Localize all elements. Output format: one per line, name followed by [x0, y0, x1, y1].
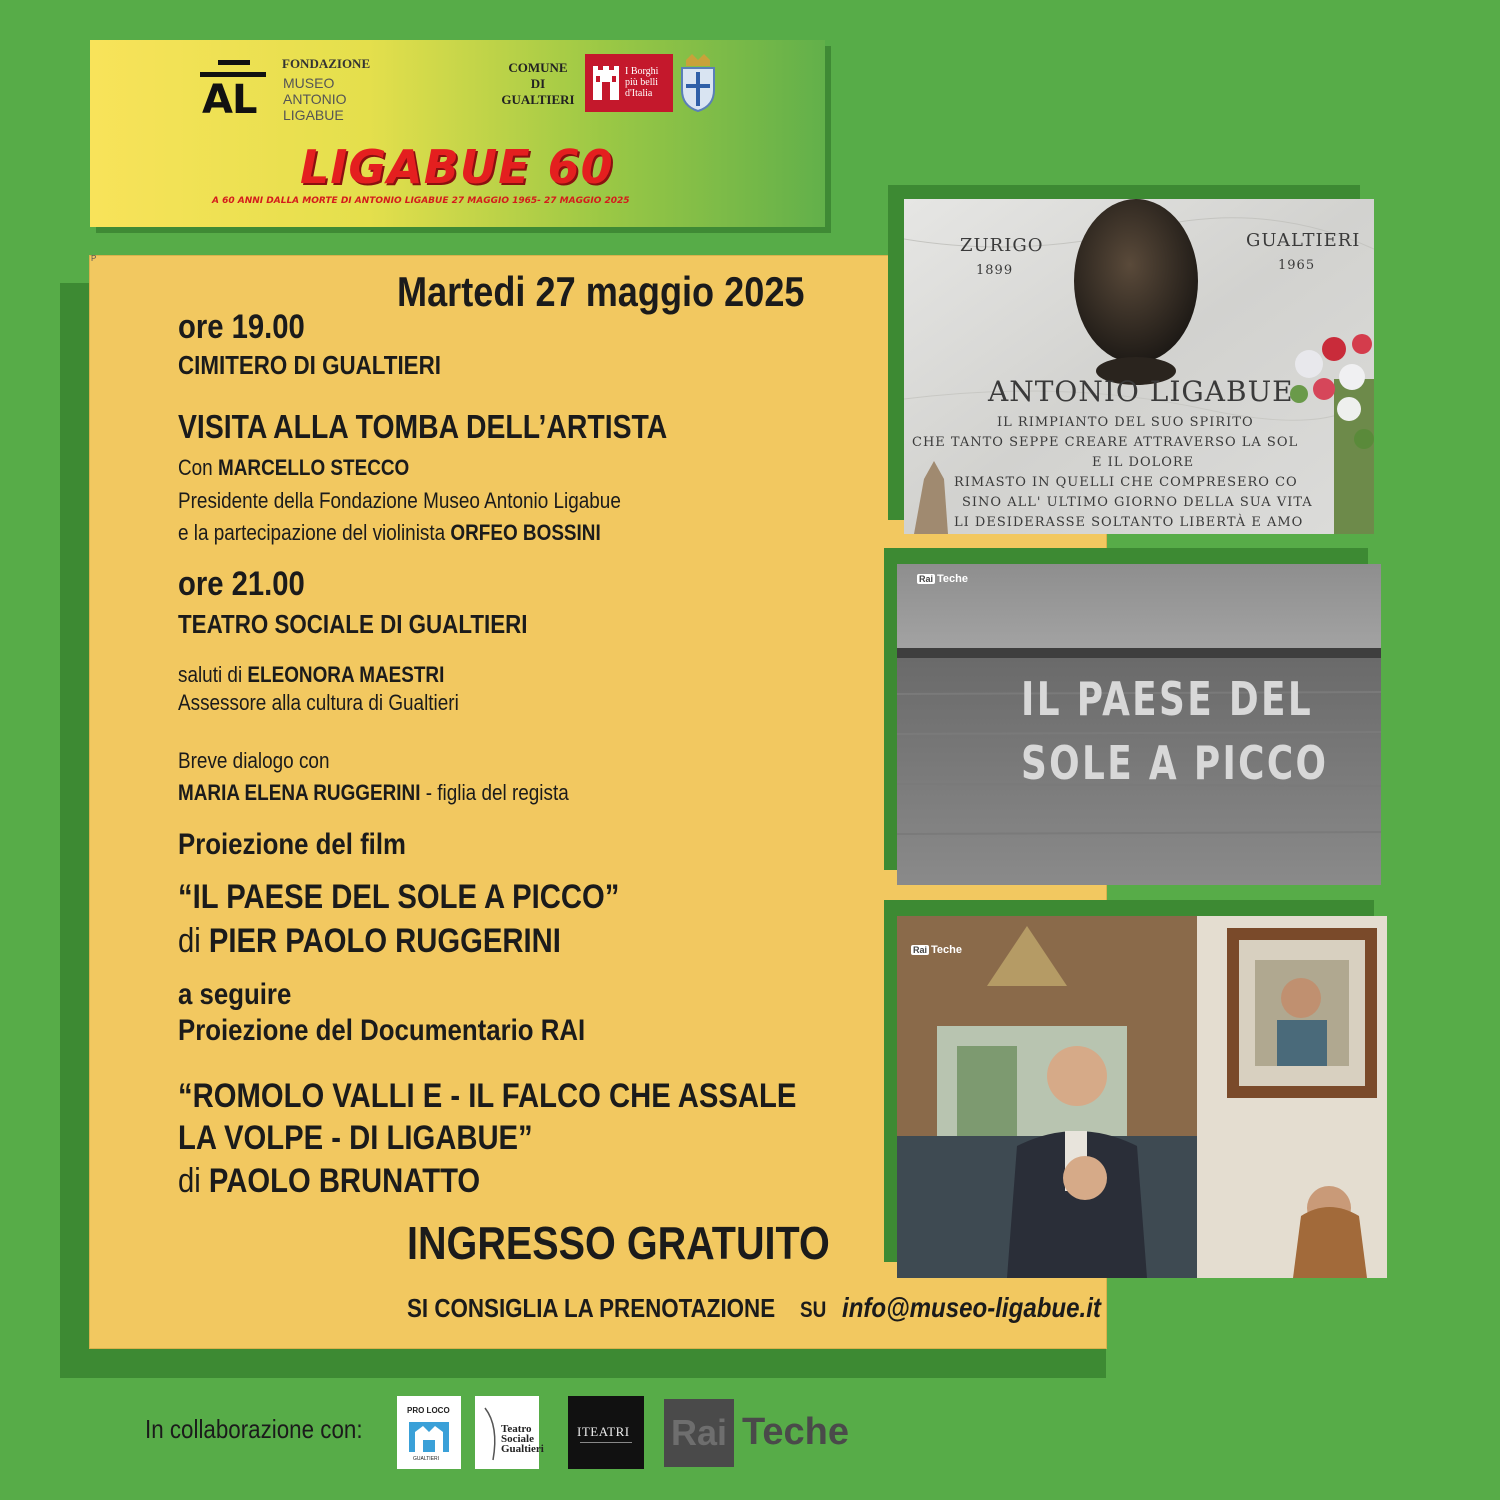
tomb-plaque-photo	[904, 199, 1374, 534]
borghi-logo	[585, 54, 673, 112]
documentary-title-line	[178, 1119, 590, 1158]
borghi-line: d'Italia	[625, 88, 653, 99]
event-subtitle: A 60 ANNI DALLA MORTE DI ANTONIO LIGABUE 27 MAGGIO 1965- 27 MAGGIO 2025	[212, 196, 630, 206]
violinist-line	[178, 520, 670, 546]
documentary-title-text: “ROMOLO VALLI E - IL FALCO CHE ASSALE	[178, 1077, 797, 1115]
foundation-name-line: LIGABUE	[283, 107, 344, 123]
documentary-frame	[897, 916, 1387, 1278]
panel-corner-mark: P	[91, 254, 97, 263]
event-date-text: Martedi 27 maggio 2025	[397, 268, 805, 315]
plaque-name: ANTONIO LIGABUE	[988, 375, 1294, 408]
plaque-year: 1965	[1278, 258, 1316, 273]
greetings-role-text: Assessore alla cultura di Gualtieri	[178, 690, 459, 715]
projection-label	[178, 828, 443, 862]
film-frame-title-line: SOLE A PICCO	[1021, 736, 1329, 790]
documentary-director-prefix: di	[178, 1162, 209, 1200]
foundation-logo	[200, 58, 266, 122]
foundation-name-line: MUSEO	[283, 75, 335, 91]
documentary-label	[178, 1014, 651, 1048]
teatro-text	[501, 1424, 544, 1454]
borghi-line: I Borghi	[625, 66, 659, 77]
plaque-city: ZURIGO	[960, 235, 1044, 256]
film-frame-title-line: IL PAESE DEL	[1021, 672, 1314, 726]
documentary-director	[178, 1162, 529, 1201]
documentary-image	[897, 916, 1387, 1278]
iteatri-divider	[580, 1442, 632, 1443]
booking-text: SI CONSIGLIA LA PRENOTAZIONE	[407, 1293, 776, 1323]
film-title	[178, 878, 691, 917]
teche-text: Teche	[937, 573, 968, 585]
plaque-epitaph-line: RIMASTO IN QUELLI CHE COMPRESERO CO	[954, 475, 1298, 490]
greetings-name: ELEONORA MAESTRI	[247, 662, 445, 687]
follow-label	[178, 978, 310, 1012]
host-line	[178, 455, 447, 481]
logo-bar	[218, 60, 250, 65]
iteatri-text: ITEATRI	[577, 1424, 630, 1439]
first-time	[178, 308, 325, 347]
event-title: LIGABUE 60	[300, 140, 614, 194]
booking-su-text: SU	[800, 1297, 827, 1322]
greetings-role	[178, 690, 504, 716]
comune-line: GUALTIERI	[501, 92, 575, 107]
booking-email-link[interactable]	[842, 1292, 1143, 1324]
host-prefix: Con	[178, 455, 218, 480]
iteatri-logo	[568, 1396, 644, 1469]
host-role	[178, 488, 693, 514]
visit-title	[178, 408, 747, 446]
logo-text: AL	[202, 77, 257, 123]
teche-text: Teche	[742, 1411, 850, 1453]
proloco-logo	[397, 1396, 461, 1469]
plaque-epitaph-line: SINO ALL' ULTIMO GIORNO DELLA SUA VITA	[962, 495, 1313, 510]
visit-title-text: VISITA ALLA TOMBA DELL’ARTISTA	[178, 408, 668, 445]
teatro-line: Gualtieri	[501, 1443, 544, 1455]
collaboration-text: In collaborazione con:	[145, 1414, 363, 1444]
comune-line: COMUNE	[508, 60, 568, 75]
first-time-text: ore 19.00	[178, 308, 305, 346]
second-time-text: ore 21.00	[178, 565, 305, 603]
teatro-sociale-logo	[475, 1396, 544, 1469]
first-place	[178, 350, 484, 381]
foundation-name-line: ANTONIO	[283, 91, 347, 107]
film-director-prefix: di	[178, 922, 209, 960]
documentary-title-line	[178, 1077, 897, 1116]
rai-box: Rai	[913, 945, 928, 955]
comune-line: DI	[530, 76, 546, 91]
greetings-prefix: saluti di	[178, 662, 248, 687]
film-title-text: “IL PAESE DEL SOLE A PICCO”	[178, 878, 620, 916]
rai-box: Rai	[919, 574, 934, 584]
dialogue-line	[178, 748, 354, 774]
first-place-text: CIMITERO DI GUALTIERI	[178, 350, 441, 380]
violinist-prefix: e la partecipazione del violinista	[178, 520, 451, 545]
teche-text: Teche	[931, 944, 962, 956]
borghi-text	[625, 66, 671, 99]
documentary-director-name: PAOLO BRUNATTO	[208, 1162, 481, 1200]
borghi-line: più belli	[625, 77, 659, 88]
collaboration-label	[145, 1414, 398, 1445]
projection-text: Proiezione del film	[178, 828, 406, 861]
host-name: MARCELLO STECCO	[217, 455, 410, 480]
second-place-text: TEATRO SOCIALE DI GUALTIERI	[178, 609, 528, 639]
film-director-name: PIER PAOLO RUGGERINI	[208, 922, 561, 960]
rai-text: Rai	[664, 1399, 734, 1467]
dialogue-guest-name: MARIA ELENA RUGGERINI	[178, 780, 421, 805]
dialogue-guest-role: - figlia del regista	[420, 780, 569, 805]
booking-label	[407, 1293, 835, 1324]
rai-teche-badge	[917, 573, 968, 585]
plaque-epitaph-line: IL RIMPIANTO DEL SUO SPIRITO	[997, 415, 1254, 430]
rai-teche-badge	[911, 944, 962, 956]
documentary-title-text: LA VOLPE - DI LIGABUE”	[178, 1119, 533, 1157]
plaque-epitaph-line: LI DESIDERASSE SOLTANTO LIBERTÀ E AMO	[954, 515, 1304, 530]
teatro-curve-icon	[481, 1406, 501, 1462]
plaque-epitaph-line: E IL DOLORE	[1092, 455, 1195, 470]
free-entry-text: INGRESSO GRATUITO	[407, 1217, 830, 1269]
second-time	[178, 565, 325, 604]
event-date	[397, 268, 871, 316]
foundation-name-line: FONDAZIONE	[282, 56, 371, 71]
violinist-name: ORFEO BOSSINI	[450, 520, 601, 545]
host-role-text: Presidente della Fondazione Museo Antonio Ligabue	[178, 488, 621, 513]
rai-teche-logo	[664, 1397, 864, 1469]
plaque-epitaph-line: CHE TANTO SEPPE CREARE ATTRAVERSO LA SOL	[912, 435, 1299, 450]
proloco-icon	[409, 1418, 449, 1454]
castle-icon	[591, 64, 621, 102]
proloco-sub-text: GUALTIERI	[413, 1456, 440, 1462]
dialogue-guest	[178, 780, 632, 806]
documentary-label-text: Proiezione del Documentario RAI	[178, 1014, 586, 1047]
plaque-city: GUALTIERI	[1246, 230, 1361, 251]
dialogue-text: Breve dialogo con	[178, 748, 330, 773]
teatro-line: Sociale	[501, 1433, 534, 1445]
booking-su	[800, 1297, 831, 1323]
booking-email-text[interactable]: info@museo-ligabue.it	[842, 1292, 1101, 1323]
second-place	[178, 609, 584, 640]
free-entry-label	[407, 1216, 899, 1270]
teatro-line: Teatro	[501, 1423, 532, 1435]
film-director	[178, 922, 623, 961]
crest-icon	[678, 54, 718, 112]
greetings-line	[178, 662, 488, 688]
proloco-text: PRO LOCO	[407, 1406, 450, 1415]
plaque-year: 1899	[976, 263, 1014, 278]
film-title-frame	[897, 564, 1381, 885]
follow-text: a seguire	[178, 978, 292, 1011]
